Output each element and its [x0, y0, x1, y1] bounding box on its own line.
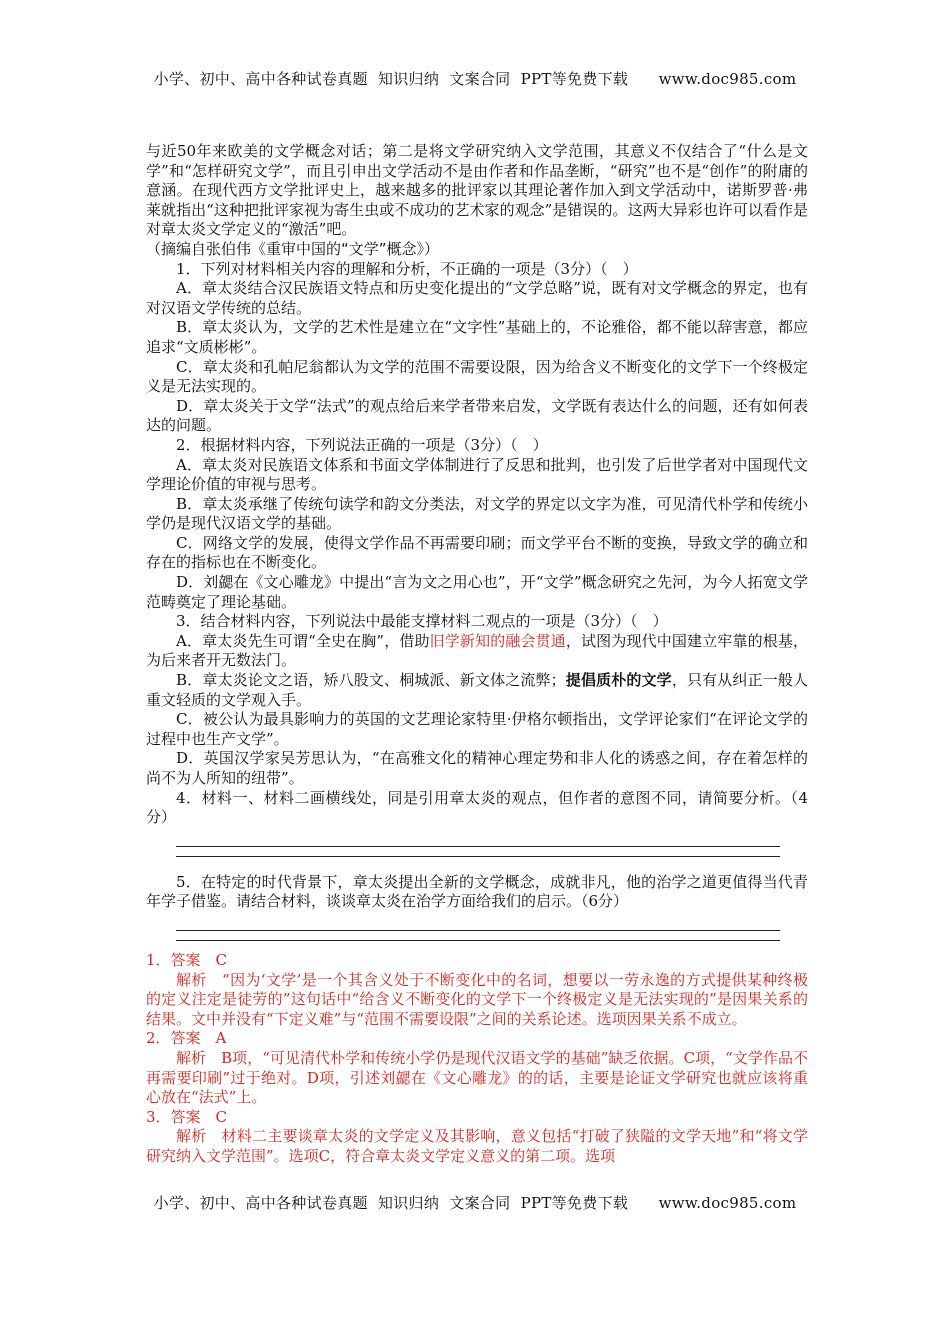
answer-line — [176, 940, 780, 941]
answer-line — [176, 856, 780, 857]
document-body — [146, 142, 808, 1167]
option-d: D．英国汉学家吴芳思认为，“在高雅文化的精神心理定势和非人化的诱惑之间，存在着怎样的尚不为人所知的纽带”。 — [146, 749, 808, 787]
option-a: A．章太炎结合汉民族语文特点和历史变化提出的“文学总略”说，既有对文学概念的界定，也有对汉语文学传统的总结。 — [146, 279, 808, 317]
answer-3-analysis: 解析 材料二主要谈章太炎的文学定义及其影响，意义包括“打破了狭隘的文学天地”和“将文学研究纳入文学范围”。选项C，符合章太炎文学定义意义的第二项。选项 — [146, 1127, 808, 1165]
answer-line — [176, 930, 780, 931]
option-b-text: B．章太炎论文之语，矫八股文、桐城派、新文体之流弊； — [176, 671, 566, 690]
question-stem: 3．结合材料内容，下列说法中最能支撑材料二观点的一项是（3分）（ ） — [176, 612, 668, 631]
question-stem: 5．在特定的时代背景下，章太炎提出全新的文学概念，成就非凡，他的治学之道更值得当代青年学子借鉴。请结合材料，谈谈章太炎在治学方面给我们的启示。（6分） — [146, 872, 808, 911]
answer-1-head: 1．答案 C — [146, 950, 228, 969]
option-a-text: A．章太炎先生可谓“全史在胸”，借助 — [176, 631, 430, 650]
option-b-text-end: ，只有从纠正一般人重文轻质的文学观入手。 — [146, 671, 808, 709]
passage-tail: 与近50年来欧美的文学概念对话；第二是将文学研究纳入文学范围，其意义不仅结合了“什么是文学”和“怎样研究文学”，而且引申出文学活动不是由作者和作品垄断，“研究”也不是“创作”的附庸的意涵。在现代西方文学批评史上，越来越多的批评家以其理论著作加入到文学活动中，诺斯罗普·弗莱就指出“这种把批评家视为寄生虫或不成功的艺术家的观念”是错误的。这两大异彩也许可以看作是对章太炎文学定义的“激活”吧。 — [146, 142, 808, 239]
answer-2-head: 2．答案 A — [146, 1029, 227, 1048]
passage-source: （摘编自张伯伟《重审中国的“文学”概念》） — [146, 239, 440, 258]
option-b: B．章太炎认为，文学的艺术性是建立在“文字性”基础上的，不论雅俗，都不能以辞害意，都应追求“文质彬彬”。 — [146, 318, 808, 356]
question-5 — [146, 873, 808, 941]
page-header: 小学、初中、高中各种试卷真题 知识归纳 文案合同 PPT等免费下载 www.doc985.com — [153, 70, 797, 88]
question-2 — [146, 436, 808, 612]
answer-2-analysis: 解析 B项，“可见清代朴学和传统小学仍是现代汉语文学的基础”缺乏依据。C项，“文学作品不再需要印刷”过于绝对。D项，引述刘勰在《文心雕龙》的的话，主要是论证文学研究也就应该将重心放在“法式”上。 — [146, 1048, 808, 1107]
answer-1-analysis: 解析 “因为‘文学’是一个其含义处于不断变化中的名词，想要以一劳永逸的方式提供某种终极的定义注定是徒劳的”这句话中“给含义不断变化的文学下一个终极定义是无法实现的”是因果关系的结果。文中并没有“下定义难”与“范围不需要设限”之间的关系论述。选项因果关系不成立。 — [146, 970, 808, 1028]
option-a-text-end: ，试图为现代中国建立牢靠的根基，为后来者开无数法门。 — [146, 631, 808, 670]
question-stem: 4．材料一、材料二画横线处，同是引用章太炎的观点，但作者的意图不同，请简要分析。（4分） — [146, 788, 808, 827]
question-stem: 1．下列对材料相关内容的理解和分析，不正确的一项是（3分）（ ） — [176, 259, 638, 278]
answer-line — [176, 846, 780, 847]
option-a — [146, 632, 808, 671]
bold-phrase: 提倡质朴的文学 — [565, 671, 672, 690]
option-c: C．网络文学的发展，使得文学作品不再需要印刷；而文学平台不断的变换，导致文学的确立和存在的指标也在不断变化。 — [146, 533, 808, 572]
question-stem: 2．根据材料内容，下列说法正确的一项是（3分）（ ） — [176, 435, 548, 454]
answer-section — [146, 951, 808, 1167]
question-4 — [146, 789, 808, 857]
option-d: D．刘勰在《文心雕龙》中提出“言为文之用心也”，开“文学”概念研究之先河，为今人拓宽文学范畴奠定了理论基础。 — [146, 573, 808, 611]
page-footer: 小学、初中、高中各种试卷真题 知识归纳 文案合同 PPT等免费下载 www.doc985.com — [153, 1194, 797, 1212]
option-b — [146, 671, 808, 710]
question-1 — [146, 260, 808, 436]
option-c: C．章太炎和孔帕尼翁都认为文学的范围不需要设限，因为给含义不断变化的文学下一个终极定义是无法实现的。 — [146, 357, 808, 396]
answer-3-head: 3．答案 C — [146, 1107, 228, 1126]
option-b: B．章太炎承继了传统句读学和韵文分类法，对文学的界定以文字为准，可见清代朴学和传统小学仍是现代汉语文学的基础。 — [146, 494, 808, 533]
highlighted-phrase: 旧学新知的融会贯通 — [429, 631, 566, 650]
option-a: A．章太炎对民族语文体系和书面文学体制进行了反思和批判，也引发了后世学者对中国现代文学理论价值的审视与思考。 — [146, 455, 808, 494]
option-c: C．被公认为最具影响力的英国的文艺理论家特里·伊格尔顿指出，文学评论家们“在评论文学的过程中也生产文学”。 — [146, 710, 808, 748]
question-3 — [146, 612, 808, 788]
option-d: D．章太炎关于文学“法式”的观点给后来学者带来启发，文学既有表达什么的问题，还有如何表达的问题。 — [146, 396, 808, 435]
